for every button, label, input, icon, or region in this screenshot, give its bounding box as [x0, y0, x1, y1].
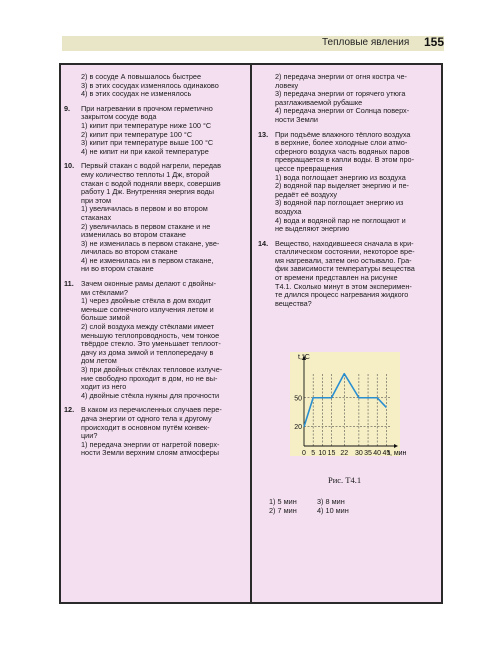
question-text: Т4.1. Сколько минут в этом эксперимен-: [275, 281, 412, 291]
q11-option: твёрдое стекло. Это уменьшает теплоот-: [81, 339, 221, 349]
question-text: ему количество теплоты 1 Дж, второй: [81, 169, 210, 179]
question-text: от времени представлен на рисунке: [275, 273, 398, 283]
question-text: закрытом сосуде вода: [81, 112, 157, 122]
x-axis-label: t, мин: [388, 450, 407, 457]
q11-option: больше зимой: [81, 313, 130, 323]
q11-option: 2) слой воздуха между стёклами имеет: [81, 322, 215, 332]
question-text: При подъёме влажного тёплого воздуха: [275, 129, 411, 139]
q12-option: ности Земли верхним слоям атмосферы: [81, 448, 220, 458]
x-tick-label: 35: [364, 450, 372, 457]
q13-option: 1) вода поглощает энергию из воздуха: [275, 172, 406, 182]
question-number: 14.: [258, 238, 269, 248]
q10-option: изменилась во втором стакане: [81, 230, 186, 240]
q9-option: 4) не кипит ни при какой температуре: [81, 146, 209, 156]
q10-option: 2) увеличилась в первом стакане и не: [81, 221, 211, 231]
y-axis-label: t,°C: [298, 354, 310, 361]
q9-option: 1) кипит при температуре ниже 100 °С: [81, 120, 212, 130]
q10-option: 3) не изменилась в первом стакане, уве-: [81, 238, 220, 248]
q9-option: 2) кипит при температуре 100 °С: [81, 129, 193, 139]
question-text: ции?: [81, 431, 98, 441]
q12-option: 2) передача энергии от огня костра че-: [275, 72, 407, 81]
question-number: 13.: [258, 129, 269, 139]
question-number: 12.: [64, 405, 75, 415]
question-text: ми стёклами?: [81, 287, 128, 297]
q10-option: 1) увеличилась в первом и во втором: [81, 204, 208, 214]
question-text: Вещество, находившееся сначала в кри-: [275, 238, 414, 248]
q11-option: дачу из дома зимой и теплопередачу в: [81, 347, 214, 357]
q12-option: 3) передача энергии от горячего утюга: [275, 89, 406, 99]
q10-option: стаканах: [81, 212, 112, 222]
section-title: Тепловые явления: [322, 37, 410, 48]
question-text: цессе превращения: [275, 163, 343, 173]
question-text: фик зависимости температуры вещества: [275, 264, 415, 274]
question-text: вещества?: [275, 298, 312, 308]
q11-option: 3) при двойных стёклах тепловое излуче-: [81, 365, 223, 374]
y-tick-label: 20: [294, 424, 302, 432]
q11-option: ние свободно проходит в дом, но не вы-: [81, 373, 218, 383]
x-tick-label: 40: [373, 450, 382, 457]
question-text: дача энергии от одного тела к другому: [81, 413, 212, 423]
q13-option: 4) вода и водяной пар не поглощают и: [275, 215, 406, 225]
question-text: работу 1 Дж. Внутренняя энергия воды: [81, 187, 215, 197]
question-text: При нагревании в прочном герметично: [81, 103, 213, 113]
x-tick-label: 45: [382, 450, 391, 457]
right-column: [258, 73, 438, 308]
q12-option: ловеку: [275, 80, 299, 90]
q13-option: 2) водяной пар выделяет энергию и пе-: [275, 181, 409, 191]
q10-option: 4) не изменилась ни в первом стакане,: [81, 255, 214, 265]
q12-option: 4) передача энергии от Солнца поверх-: [275, 106, 410, 116]
q13-option: редаёт её воздуху: [275, 189, 338, 199]
answer-option: 3) 8 мин: [317, 497, 345, 506]
x-tick-label: 10: [318, 450, 327, 457]
question-text: превращается в капли воды. В этом про-: [275, 155, 415, 165]
temperature-time-graph: [286, 350, 408, 482]
question-text: В каком из перечисленных случаев пере-: [81, 405, 222, 415]
answer-option: 4) 10 мин: [317, 506, 349, 515]
question-text: стакан с водой подняли вверх, совершив: [81, 178, 221, 188]
question-number: 10.: [64, 161, 75, 171]
question-text: в верхние, более холодные слои атмо-: [275, 138, 408, 148]
q11-option: ходит из него: [81, 382, 127, 392]
q13-option: не выделяют энергию: [275, 224, 350, 234]
answer-option: 1) 5 мин: [269, 497, 297, 506]
q8-option: 3) в этих сосудах изменялось одинаково: [81, 80, 219, 90]
q11-option: 4) двойные стёкла нужны для прочности: [81, 390, 220, 400]
q12-option: 1) передача энергии от нагретой поверх-: [81, 439, 220, 449]
question-number: 11.: [64, 279, 74, 289]
question-number: 9.: [64, 103, 71, 113]
question-text: при этом: [81, 195, 112, 205]
y-tick-label: 50: [294, 395, 302, 403]
x-tick-label: 0: [302, 450, 306, 457]
column-divider: [250, 63, 252, 604]
q11-option: меньшую теплопроводность, чем тонкое: [81, 330, 220, 340]
q8-option: 2) в сосуде А повышалось быстрее: [81, 72, 202, 81]
question-text: происходит в основном путём конвек-: [81, 422, 210, 432]
q11-option: 1) через двойные стёкла в дом входит: [81, 296, 212, 306]
q12-option: ности Земли: [275, 114, 318, 124]
q9-option: 3) кипит при температуре выше 100 °С: [81, 138, 214, 148]
q11-option: дом летом: [81, 356, 117, 366]
x-tick-label: 15: [327, 450, 336, 457]
question-text: мя нагревали, затем оно остывало. Гра-: [275, 255, 412, 265]
q10-option: личилась во втором стакане: [81, 247, 178, 257]
q13-option: 3) водяной пар поглощает энергию из: [275, 198, 404, 208]
page-number: 155: [424, 35, 445, 49]
chart-svg: [286, 350, 408, 470]
q13-option: воздуха: [275, 206, 302, 216]
q11-option: меньше солнечного излучения летом и: [81, 304, 214, 314]
question-text: те длился процесс нагревания жидкого: [275, 290, 409, 300]
q12-option: разглаживаемой рубашке: [275, 97, 363, 107]
x-tick-label: 5: [311, 450, 316, 457]
q10-option: ни во втором стакане: [81, 264, 154, 274]
x-tick-label: 22: [340, 450, 349, 457]
question-text: Первый стакан с водой нагрели, передав: [81, 161, 221, 171]
left-column: [64, 73, 244, 458]
answer-option: 2) 7 мин: [269, 506, 297, 515]
x-tick-label: 30: [354, 450, 363, 457]
figure-caption: Рис. Т4.1: [328, 475, 362, 485]
question-text: Зачем оконные рамы делают с двойны-: [81, 279, 217, 289]
question-text: сталлическом состоянии, некоторое вре-: [275, 247, 415, 257]
question-text: сферного воздуха часть водяных паров: [275, 146, 410, 156]
q14-answers: [269, 497, 365, 515]
q8-option: 4) в этих сосудах не изменялось: [81, 89, 192, 99]
